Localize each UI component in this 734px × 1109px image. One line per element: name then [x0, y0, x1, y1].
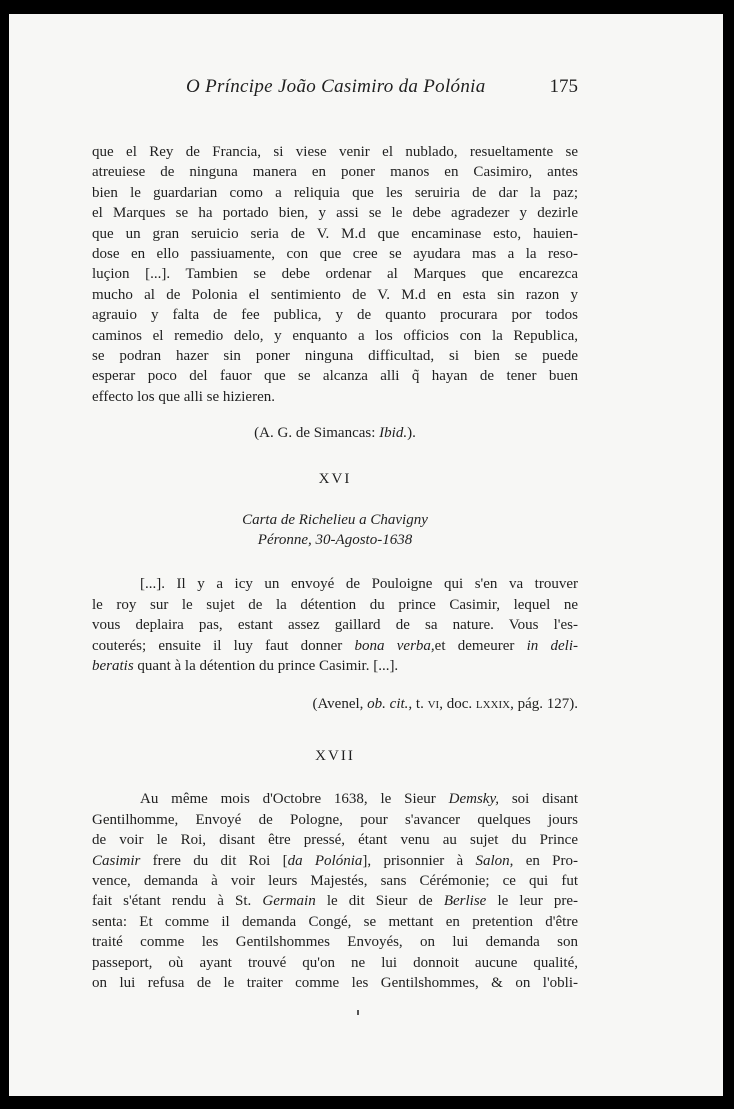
text-line: senta: Et comme il demanda Congé, se mettant en pretention d'être: [92, 913, 578, 930]
letter-title-richelieu: Carta de Richelieu a Chavigny: [242, 512, 428, 529]
text-line: luçion [...]. Tambien se debe ordenar al Marques que encarezca: [92, 266, 578, 283]
text-line: on lui refusa de le traiter comme les Gentilshommes, & on l'obli-: [92, 974, 578, 991]
text-line: Gentilhomme, Envoyé de Pologne, pour s'avancer quelques jours: [92, 811, 578, 828]
running-head-title: O Príncipe João Casimiro da Polónia: [186, 76, 486, 97]
text-line: dose en ello passiuamente, con que cree se ayudara mas a la reso-: [92, 246, 578, 263]
letter-xv-continuation: [92, 142, 578, 407]
text-line: vence, demanda à voir leurs Majestés, sans Cérémonie; ce qui fut: [92, 872, 578, 889]
section-number-xvii: XVII: [315, 748, 355, 765]
page-content: [92, 76, 578, 993]
letter-xvi-body: [92, 574, 578, 676]
text-line: Au même mois d'Octobre 1638, le Sieur Demsky, soi disant: [140, 791, 578, 808]
text-line: bien le guardarian como a reliquia que les seruiria de dar la paz;: [92, 184, 578, 201]
running-head: [92, 76, 578, 106]
source-citation-avenel: (Avenel, ob. cit., t. vi, doc. lxxix, pág. 127).: [312, 696, 578, 713]
text-line: [...]. Il y a icy un envoyé de Pouloigne qui s'en va trouver: [140, 576, 578, 593]
text-line: que un gran seruicio seria de V. M.d que encaminase esto, hauien-: [92, 225, 578, 242]
text-line: fait s'étant rendu à St. Germain le dit Sieur de Berlise le leur pre-: [92, 893, 579, 910]
text-line: caminos el remedio delo, y enquanto a los officios con la Republica,: [92, 327, 578, 344]
text-line: traité comme les Gentilshommes Envoyés, on lui demanda son: [92, 934, 578, 951]
text-line: effecto los que alli se hizieren.: [92, 388, 275, 405]
print-speck: [357, 1010, 359, 1015]
text-line: de voir le Roi, disant être pressé, étant venu au sujet du Prince: [92, 832, 578, 849]
text-line: passeport, où ayant trouvé qu'on ne lui donnoit aucune qualité,: [92, 954, 578, 971]
text-line: agrauio y falta de fee publica, y de quanto procurara por todos: [92, 307, 578, 324]
source-citation-simancas: (A. G. de Simancas: Ibid.).: [254, 425, 416, 442]
page-number: 175: [549, 76, 578, 97]
book-page: [9, 14, 723, 1096]
section-number-xvi: XVI: [318, 471, 352, 488]
text-line: que el Rey de Francia, si viese venir el nublado, resueltamente se: [92, 144, 578, 160]
text-line: Casimir frere du dit Roi [da Polónia], prisonnier à Salon, en Pro-: [92, 852, 578, 869]
text-line: couterés; ensuite il luy faut donner bona verba,et demeurer in deli-: [92, 637, 579, 654]
text-line: el Marques se ha portado bien, y assi se le debe agradezer y dezirle: [92, 205, 578, 222]
text-line: esperar poco del fauor que se alcanza alli q̃ hayan de tener buen: [92, 368, 578, 385]
letter-place-date: Péronne, 30-Agosto-1638: [257, 532, 413, 549]
section-xvii-body: [92, 789, 578, 993]
text-line: le roy sur le sujet de la détention du prince Casimir, lequel ne: [92, 596, 578, 613]
text-line: mucho al de Polonia el sentimiento de V. M.d en esta sin razon y: [92, 286, 578, 303]
text-line: vous deplaira pas, estant assez gaillard de sa nature. Vous l'es-: [92, 617, 578, 634]
text-line: se podran hazer sin poner ninguna difficultad, si bien se puede: [92, 348, 578, 365]
text-line: beratis quant à la détention du prince Casimir. [...].: [92, 657, 399, 674]
text-line: atreuiese de ninguna manera en poner manos en Casimiro, antes: [92, 164, 578, 181]
